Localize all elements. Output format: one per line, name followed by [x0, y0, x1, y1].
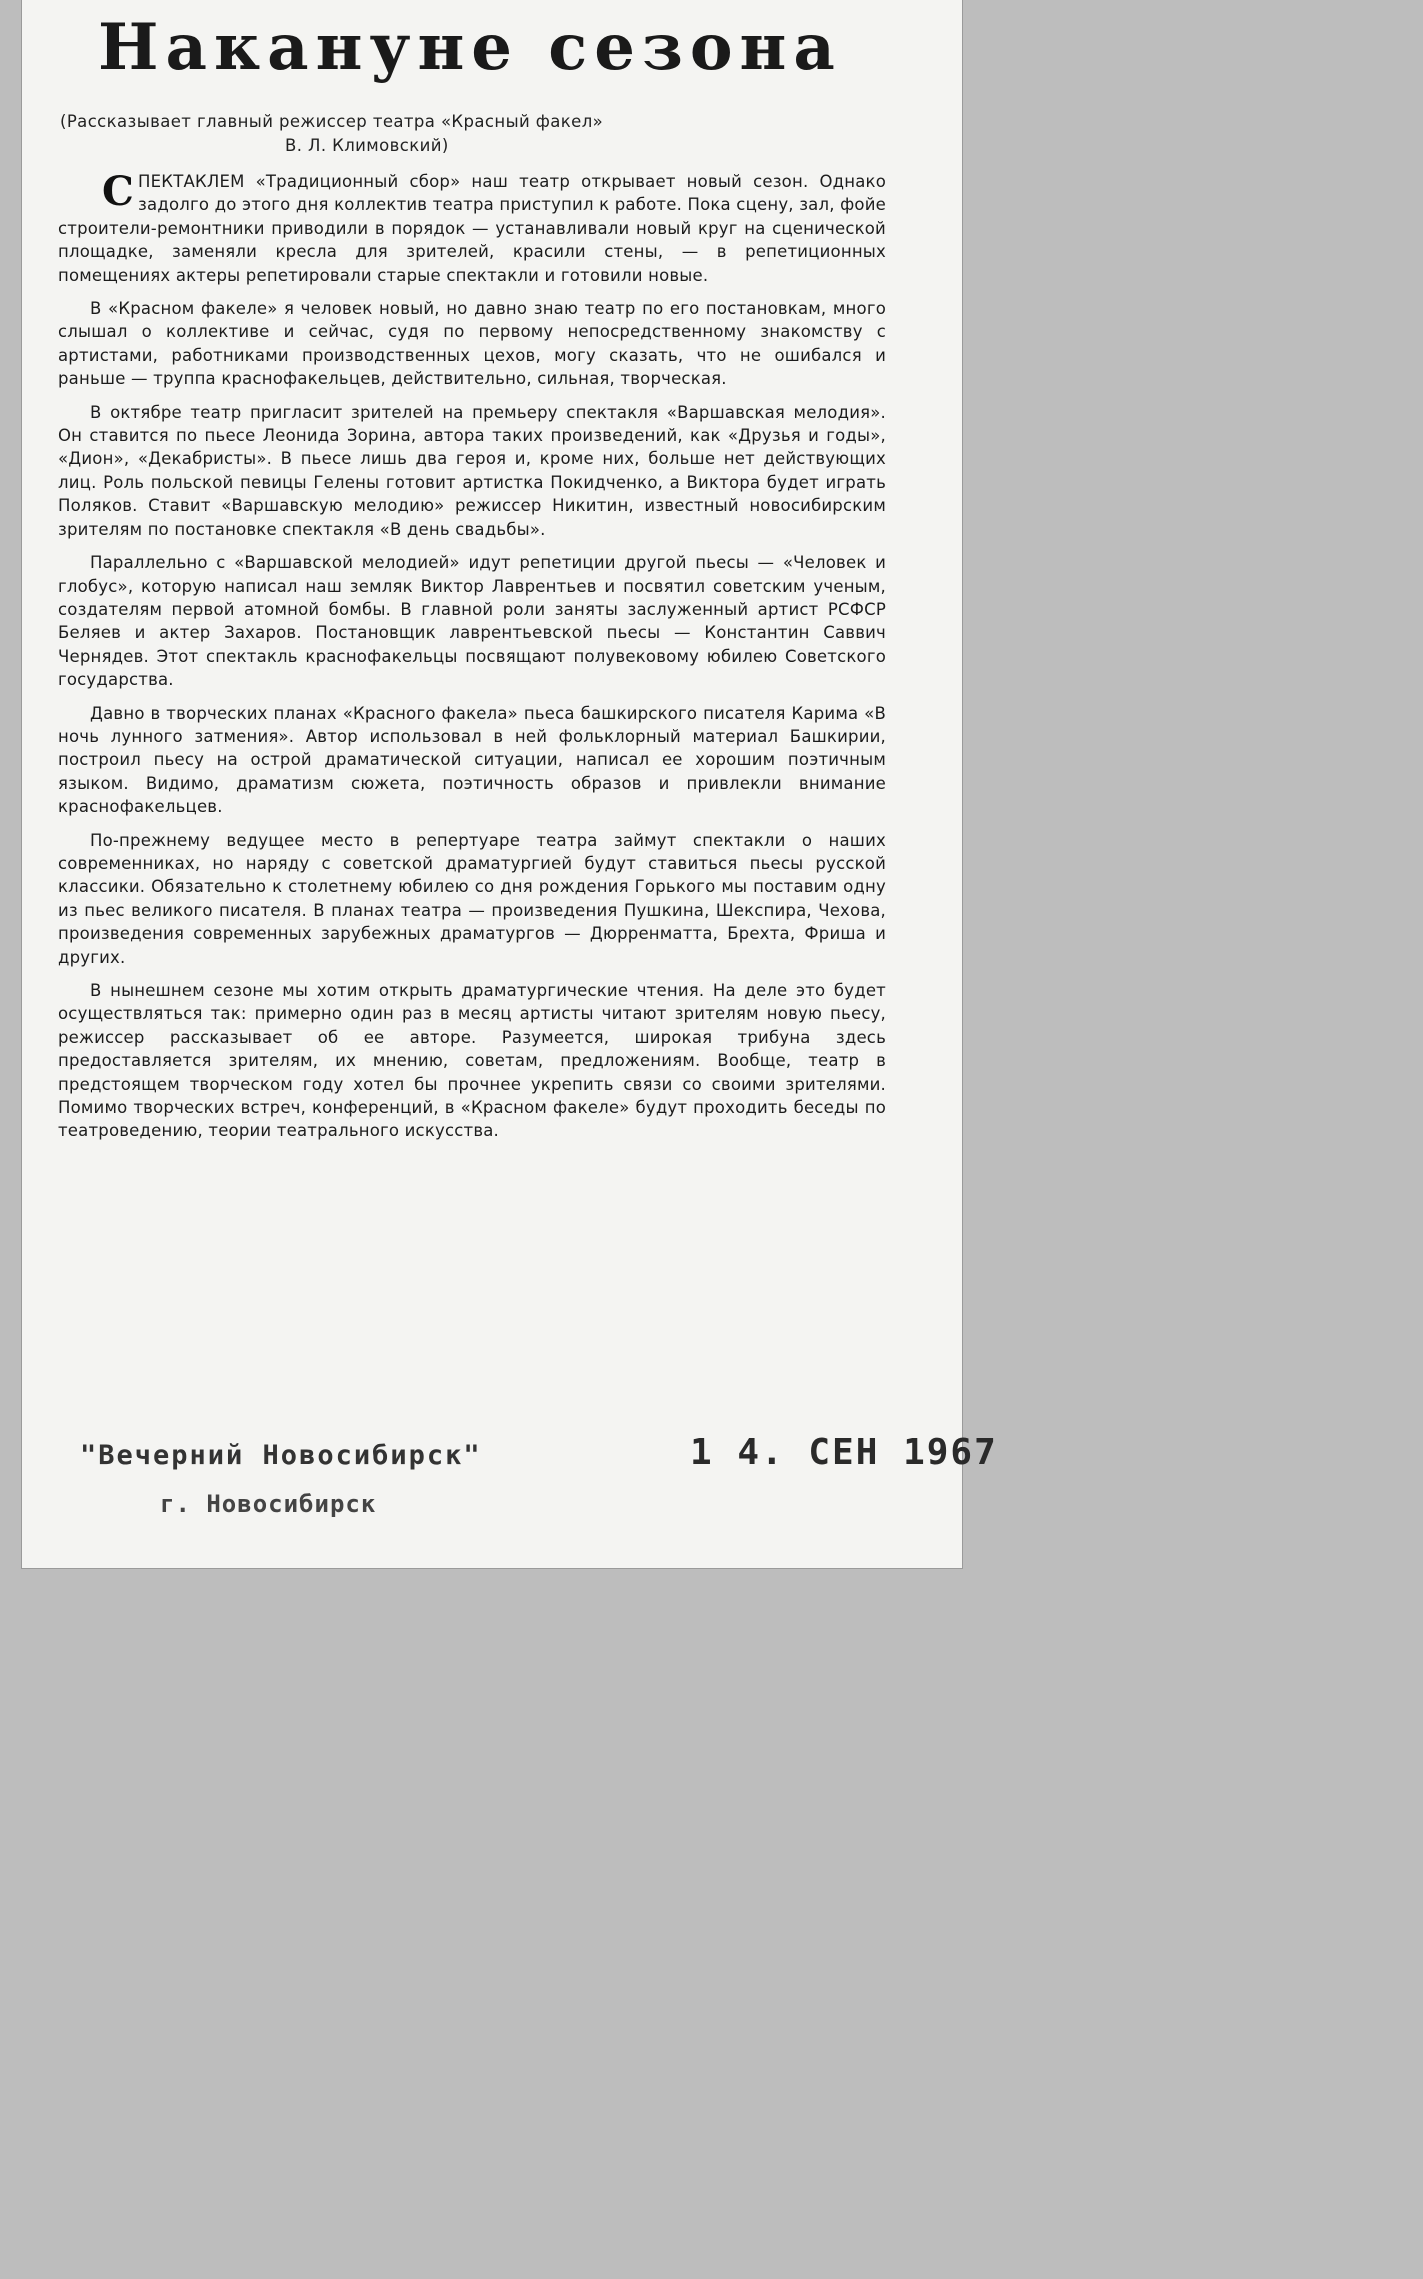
newspaper-name-stamp: "Вечерний Новосибирск": [80, 1440, 482, 1471]
drop-cap: С: [102, 168, 135, 215]
byline: [60, 110, 880, 158]
paragraph-1: [58, 170, 886, 287]
paragraph-7: В нынешнем сезоне мы хотим открыть драматургические чтения. На деле это будет осуществляться так: примерно один раз в месяц артисты читают зрителям новую пьесу, режиссер рассказывает об ее авторе. Разумеется, широкая трибуна здесь предоставляется зрителям, их мнению, советам, предложениям. Вообще, театр в предстоящем творческом году хотел бы прочнее укрепить связи со своими зрителями. Помимо творческих встреч, конференций, в «Красном факеле» будут проходить беседы по театроведению, теории театрального искусства.: [58, 981, 886, 1141]
paragraph-6: По-прежнему ведущее место в репертуаре театра займут спектакли о наших современниках, но наряду с советской драматургией будут ставиться пьесы русской классики. Обязательно к столетнему юбилею со дня рождения Горького мы поставим одну из пьес великого писателя. В планах театра — произведения Пушкина, Шекспира, Чехова, произведения современных зарубежных драматургов — Дюрренматта, Брехта, Фриша и других.: [58, 830, 886, 967]
paragraph-2: В «Красном факеле» я человек новый, но давно знаю театр по его постановкам, много слышал о коллективе и сейчас, судя по первому непосредственному знакомству с артистами, работниками производственных цехов, могу сказать, что не ошибался и раньше — труппа краснофакельцев, действительно, сильная, творческая.: [58, 299, 886, 389]
date-stamp: 1 4. СЕН 1967: [690, 1432, 998, 1473]
paragraph-4: Параллельно с «Варшавской мелодией» идут репетиции другой пьесы — «Человек и глобус», которую написал наш земляк Виктор Лаврентьев и посвятил советским ученым, создателям первой атомной бомбы. В главной роли заняты заслуженный артист РСФСР Беляев и актер Захаров. Постановщик лаврентьевской пьесы — Константин Саввич Чернядев. Этот спектакль краснофакельцы посвящают полувековому юбилею Советского государства.: [58, 553, 886, 690]
paragraph-1-text: ПЕКТАКЛЕМ «Традиционный сбор» наш театр открывает новый сезон. Однако задолго до этого дня коллектив театра приступил к работе. Пока сцену, зал, фойе строители-ремонтники приводили в порядок — устанавливали новый круг на сценической площадке, заменяли кресла для зрителей, красили стены, — в репетиционных помещениях актеры репетировали старые спектакли и готовили новые.: [58, 172, 886, 285]
article-body: [58, 170, 886, 1153]
city-stamp: г. Новосибирск: [160, 1490, 377, 1518]
article-title: Накануне сезона: [98, 10, 842, 85]
byline-line-1: (Рассказывает главный режиссер театра «Красный факел»: [60, 112, 604, 131]
byline-line-2: В. Л. Климовский): [285, 136, 449, 155]
paragraph-5: Давно в творческих планах «Красного факела» пьеса башкирского писателя Карима «В ночь лунного затмения». Автор использовал в ней фольклорный материал Башкирии, построил пьесу на острой драматической ситуации, написал ее хорошим поэтичным языком. Видимо, драматизм сюжета, поэтичность образов и привлекли внимание краснофакельцев.: [58, 703, 886, 817]
paragraph-3: В октябре театр пригласит зрителей на премьеру спектакля «Варшавская мелодия». Он ставится по пьесе Леонида Зорина, автора таких произведений, как «Друзья и годы», «Дион», «Декабристы». В пьесе лишь два героя и, кроме них, больше нет действующих лиц. Роль польской певицы Гелены готовит артистка Покидченко, а Виктора будет играть Поляков. Ставит «Варшавскую мелодию» режиссер Никитин, известный новосибирским зрителям по постановке спектакля «В день свадьбы».: [58, 402, 886, 539]
